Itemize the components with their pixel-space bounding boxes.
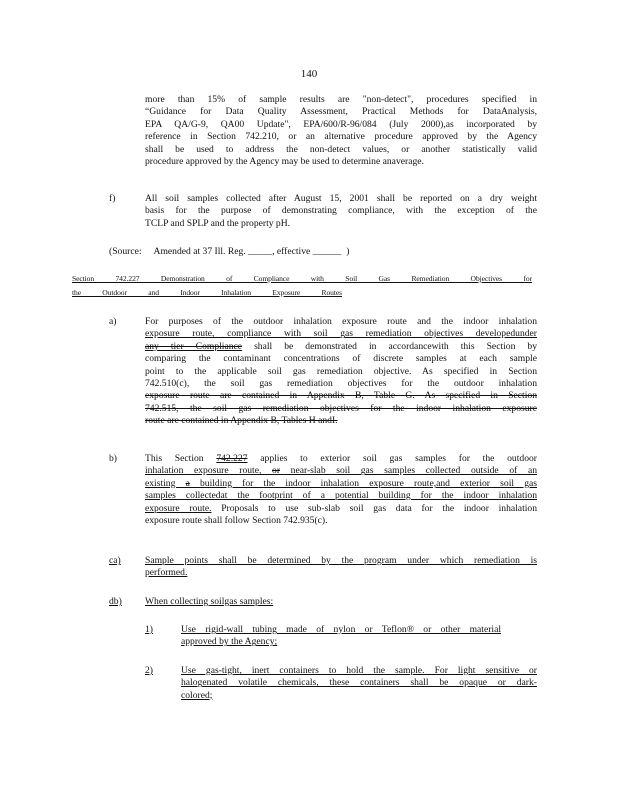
text-line: point to the applicable soil gas remediation objective. As specified in Section <box>145 365 537 377</box>
text-span: applies to exterior soil gas samples for the outdoor <box>247 453 537 464</box>
text-line-inserted: Use rigid-wall tubing made of nylon or Teflon® or other material <box>181 624 501 635</box>
text-span: Proposals to use sub-slab soil gas data for the indoor inhalation <box>211 502 537 514</box>
text-line: For purposes of the outdoor inhalation exposure route and the indoor inhalation <box>145 316 537 327</box>
text-line: 742.510(c), the soil gas remediation objectives for the outdoor inhalation <box>145 377 537 389</box>
section-heading <box>72 272 532 286</box>
item-d-paragraph <box>145 596 537 608</box>
source-effective: , effective <box>272 246 311 257</box>
section-heading-line-1: Section 742.227 Demonstration of Compliance with Soil Gas Remediation Objectives for <box>72 274 532 283</box>
text-line: more than 15% of sample results are "non-detect", procedures specified in <box>145 94 537 105</box>
text-line: reference in Section 742.210, or an alternative procedure approved by the Agency <box>145 131 537 143</box>
sub-item-1-paragraph <box>181 624 501 649</box>
section-heading-cont <box>72 286 342 300</box>
text-line: TCLP and SPLP and the property pH. <box>145 217 291 229</box>
text-span: shall be demonstrated in accordancewith this Section by <box>242 340 537 352</box>
text-line: shall be used to address the non-detect values, or another statistically valid <box>145 143 537 155</box>
intro-paragraph <box>145 94 537 168</box>
text-line <box>145 503 537 515</box>
text-line-inserted: colored; <box>181 689 213 701</box>
source-text: Amended at 37 Ill. Reg. <box>153 246 246 257</box>
item-f-paragraph <box>145 193 537 230</box>
text-span: exposure route. <box>145 502 212 514</box>
source-note <box>109 246 529 258</box>
sub-item-2-paragraph <box>181 665 537 702</box>
text-line: “Guidance for Data Quality Assessment, Practical Methods for DataAnalysis, <box>145 106 537 118</box>
text-line-deleted: exposure route are contained in Appendix B, Table G. As specified in Section <box>145 390 537 402</box>
text-line: All soil samples collected after August 15, 2001 shall be reported on a dry weight <box>145 193 537 204</box>
text-line-inserted: performed. <box>145 567 188 579</box>
text-line-inserted <box>145 465 537 477</box>
text-line <box>145 341 537 353</box>
text-span: near-slab soil gas samples collected outside of an <box>280 465 537 477</box>
text-line-inserted: exposure route, compliance with soil gas remediation objectives developedunder <box>145 328 537 340</box>
text-line-deleted: route are contained in Appendix B, Tables H andI. <box>145 415 338 427</box>
text-span: existing <box>145 477 186 489</box>
strike-text: any tier Compliance <box>145 340 243 352</box>
source-blank-2: ______ <box>312 246 342 257</box>
text-span: building for the indoor inhalation exposure route,and exterior soil gas <box>189 477 537 489</box>
item-d-label: db) <box>109 596 122 607</box>
text-line-inserted: halogenated volatile chemicals, these containers shall be opaque or dark- <box>181 677 537 689</box>
sub-item-2-label: 2) <box>145 665 153 676</box>
section-heading-line-2: the Outdoor and Indoor Inhalation Exposure Routes <box>72 288 342 297</box>
strike-text: or <box>272 465 281 477</box>
text-span: inhalation exposure route, <box>145 465 273 477</box>
text-line-deleted: 742.515, the soil gas remediation objectives for the indoor inhalation exposure <box>145 402 537 414</box>
item-c-label: ca) <box>109 555 121 566</box>
text-line: basis for the purpose of demonstrating compliance, with the exception of the <box>145 205 537 217</box>
text-line: exposure route shall follow Section 742.935(c). <box>145 514 328 526</box>
item-f-label: f) <box>109 193 116 204</box>
text-line: EPA QA/G-9, QA00 Update", EPA/600/R-96/084 (July 2000),as incorporated by <box>145 118 537 130</box>
text-line <box>145 453 537 465</box>
text-line: comparing the contaminant concentrations of discrete samples at each sample <box>145 353 537 365</box>
source-suffix: ) <box>346 246 350 257</box>
text-span: This Section <box>145 453 217 464</box>
sub-item-1-label: 1) <box>145 624 153 635</box>
text-line-inserted <box>145 478 537 490</box>
text-line: procedure approved by the Agency may be used to determine anaverage. <box>145 155 424 167</box>
text-line-inserted: Use gas-tight, inert containers to hold the sample. For light sensitive or <box>181 665 537 676</box>
strike-text: 742.227 <box>216 453 248 464</box>
source-prefix: (Source: <box>109 246 142 257</box>
item-c-paragraph <box>145 555 537 580</box>
item-a-paragraph <box>145 316 537 428</box>
item-b-label: b) <box>109 453 117 464</box>
source-blank-1: _____ <box>248 246 273 257</box>
text-line-inserted: Sample points shall be determined by the program under which remediation is <box>145 555 537 566</box>
text-line-inserted: approved by the Agency; <box>181 636 278 648</box>
text-line-inserted: samples collectedat the footprint of a potential building for the indoor inhalation <box>145 490 537 502</box>
text-line-inserted: When collecting soilgas samples: <box>145 596 274 607</box>
page-number: 140 <box>300 68 318 80</box>
item-a-label: a) <box>109 316 117 327</box>
item-b-paragraph <box>145 453 537 527</box>
strike-text: a <box>185 477 190 489</box>
